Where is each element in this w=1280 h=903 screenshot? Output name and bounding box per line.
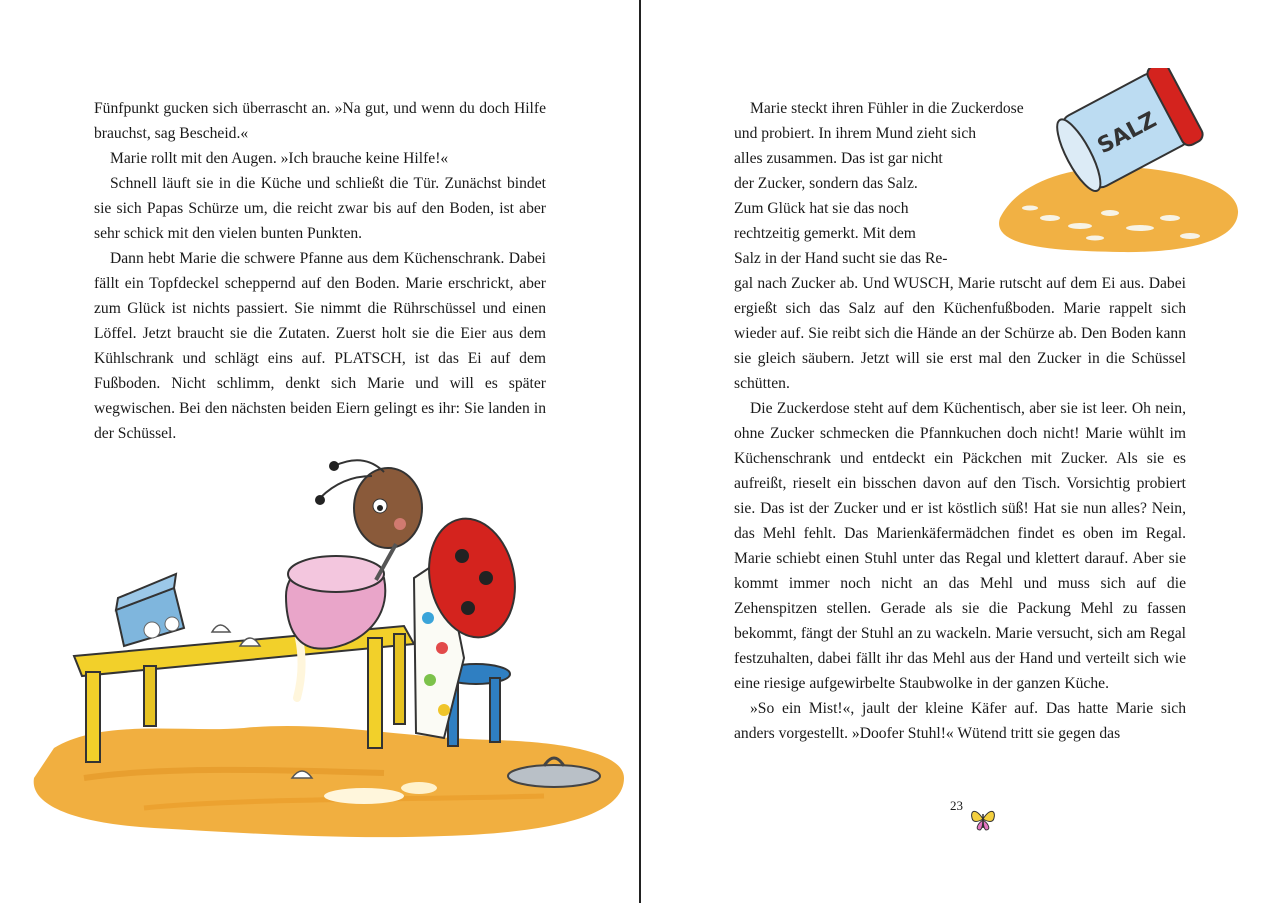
paragraph: Dann hebt Marie die schwere Pfanne aus dem Küchenschrank. Dabei fällt ein Topfdeckel scheppernd auf den Boden. Marie erschrickt, aber zum Glück ist nichts passiert. Sie nimmt die Rührschüssel und einen Löffel. Jetzt braucht sie die Zutaten. Zuerst holt sie die Eier aus dem Kühlschrank und schlägt eins auf. PLATSCH, ist das Ei auf dem Fußboden. Nicht schlimm, denkt sich Marie und will es später wegwischen. Bei den nächsten beiden Eiern gelingt es ihr: Sie landen in der Schüssel. [94, 250, 546, 442]
paragraph: Fünfpunkt gucken sich überrascht an. »Na gut, und wenn du doch Hilfe brauchst, sag Bescheid.« [94, 100, 546, 142]
text-line: Zum Glück hat sie das noch [734, 200, 909, 217]
text-line: Salz in der Hand sucht sie das Re- [734, 250, 948, 267]
paragraph: Schnell läuft sie in die Küche und schließt die Tür. Zunächst bindet sie sich Papas Schürze um, die reicht zwar bis auf den Boden, ist aber sehr schick mit den vielen bunten Punkten. [94, 175, 546, 242]
paragraph: Marie rollt mit den Augen. »Ich brauche keine Hilfe!« [110, 150, 449, 167]
salt-jar-illustration [990, 68, 1245, 258]
butterfly-icon [968, 804, 998, 834]
page-number: 23 [950, 798, 963, 813]
text-line: rechtzeitig gemerkt. Mit dem [734, 225, 916, 242]
left-page-text [94, 96, 546, 446]
paragraph: »So ein Mist!«, jault der kleine Käfer auf. Das hatte Marie sich anders vorgestellt. »Doofer Stuhl!« Wütend tritt sie gegen das [734, 700, 1186, 742]
salt-label: SALZ [1093, 107, 1161, 160]
paragraph-continuation: gal nach Zucker ab. Und WUSCH, Marie rutscht auf dem Ei aus. Dabei ergießt sich das Salz auf den Küchenfußboden. Marie rappelt sich wieder auf. Sie reibt sich die Hände an der Schürze ab. Den Boden kann sie gleich säubern. Jetzt will sie erst mal den Zucker in die Schüssel schütten. [734, 275, 1186, 392]
text-line: der Zucker, sondern das Salz. [734, 175, 918, 192]
paragraph: Die Zuckerdose steht auf dem Küchentisch, aber sie ist leer. Oh nein, ohne Zucker schmecken die Pfannkuchen doch nicht! Marie wühlt im Küchenschrank und entdeckt ein Päckchen mit Zucker. Als sie es aufreißt, rieselt ein bisschen davon auf den Tisch. Vorsichtig probiert sie. Das ist der Zucker und er ist köstlich süß! Hat sie nun alles? Nein, das Mehl fehlt. Das Marienkäfermädchen findet es oben im Regal. Marie schiebt einen Stuhl unter das Regal und klettert darauf. Aber sie kommt immer noch nicht an das Mehl und muss sich auf die Zehenspitzen stellen. Gerade als sie die Packung Mehl zu fassen bekommt, fängt der Stuhl an zu wackeln. Marie versucht, sich am Regal festzuhalten, dabei fällt ihr das Mehl aus der Hand und verteilt sich wie eine riesige aufgewirbelte Staubwolke in der ganzen Küche. [734, 400, 1186, 692]
text-line: alles zusammen. Das ist gar nicht [734, 150, 943, 167]
ladybug-baking-illustration [24, 448, 634, 843]
text-line: und probiert. In ihrem Mund zieht sich [734, 125, 977, 142]
text-line: Marie steckt ihren Fühler in die Zuckerdose [750, 100, 1024, 117]
